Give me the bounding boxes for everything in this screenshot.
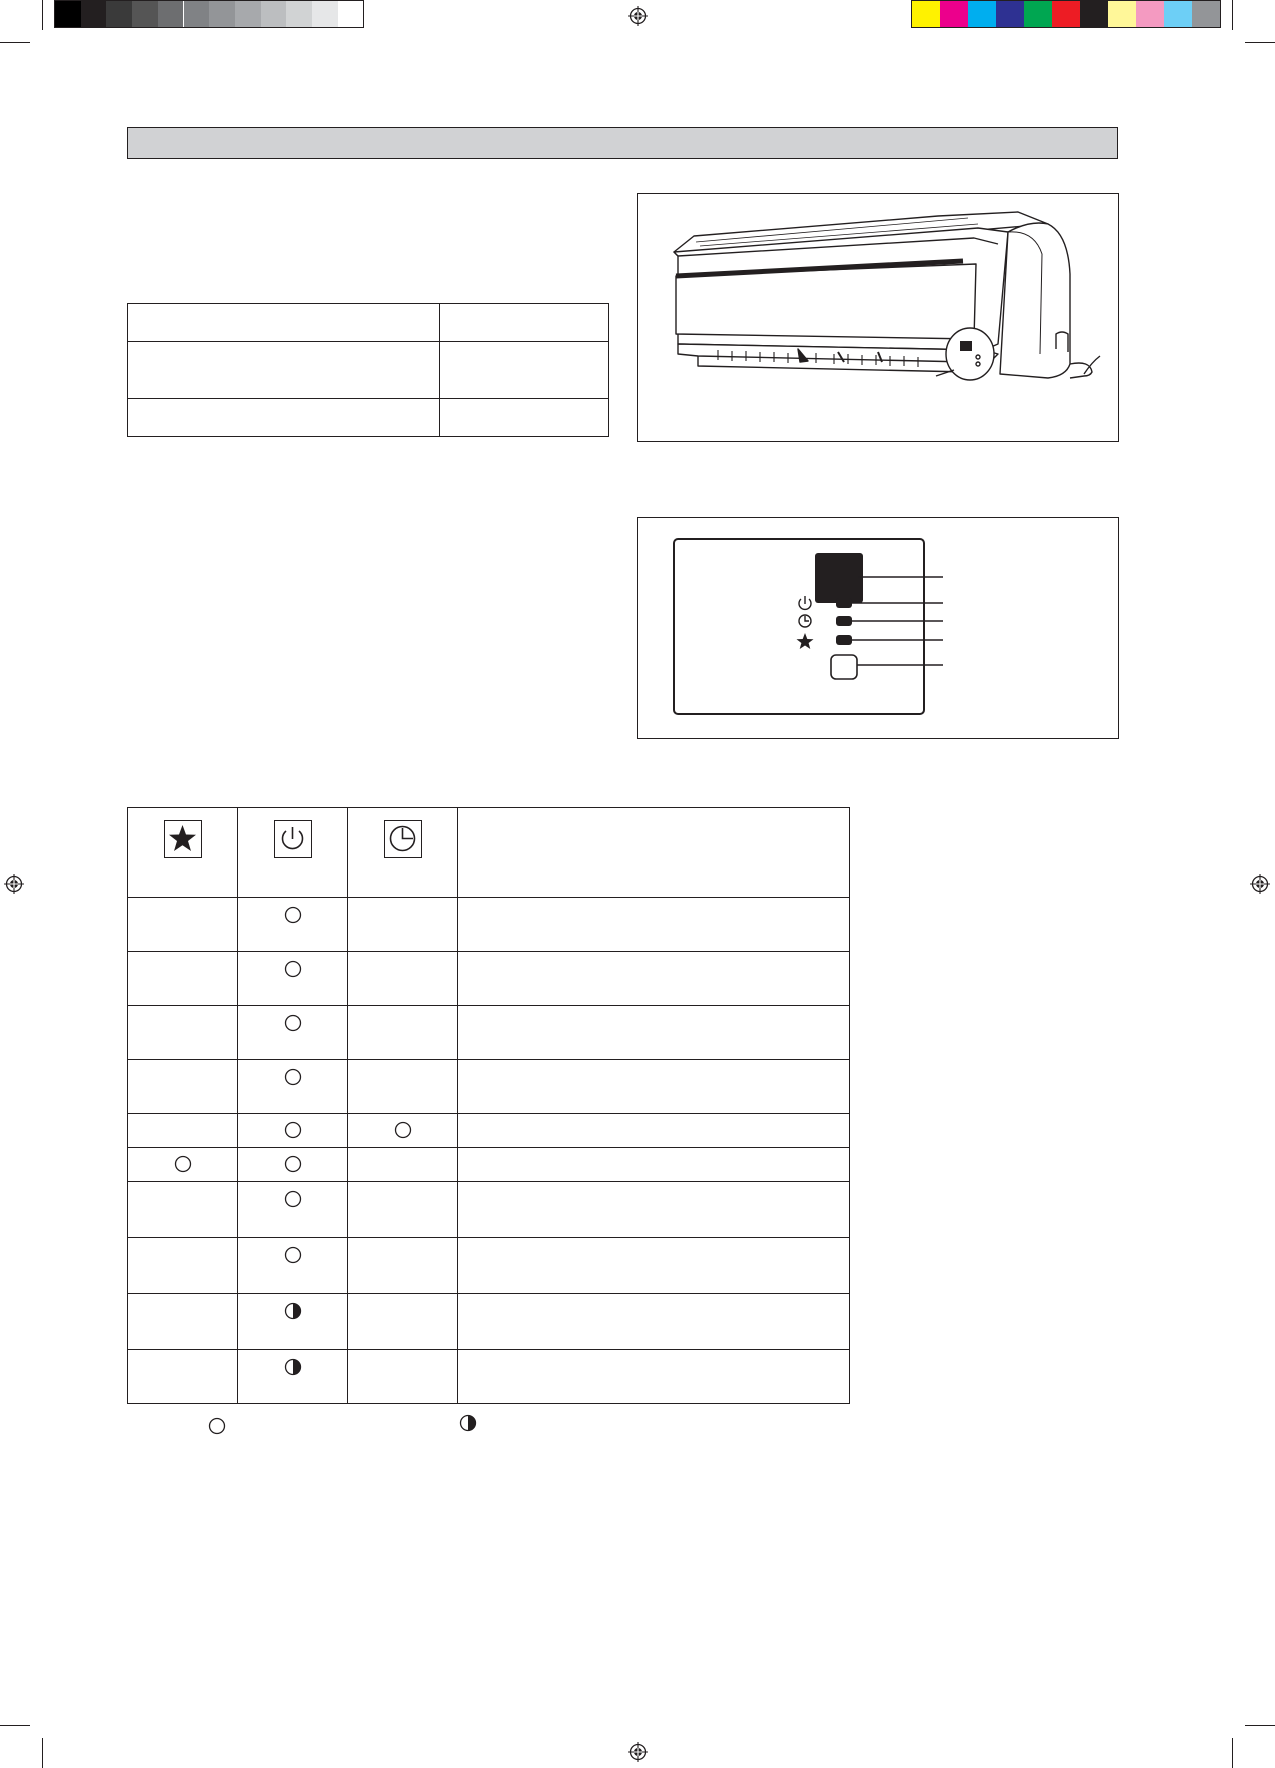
gray-swatch	[235, 1, 261, 27]
cell-power	[238, 1294, 348, 1350]
lit-circle-icon	[208, 1417, 226, 1435]
star-icon	[164, 820, 202, 858]
table-row	[128, 1350, 850, 1404]
cell-timer	[348, 1148, 458, 1182]
cell-power	[238, 1006, 348, 1060]
cell-description	[458, 1350, 850, 1404]
cell-star	[128, 1114, 238, 1148]
gray-swatch	[158, 1, 184, 27]
section-header-bar	[127, 127, 1118, 159]
crop-mark	[0, 42, 30, 43]
crop-mark	[0, 1725, 30, 1726]
cell-timer	[348, 1060, 458, 1114]
cell-power	[238, 1114, 348, 1148]
table-cell	[440, 342, 609, 399]
cell-star	[128, 952, 238, 1006]
table-row	[128, 1238, 850, 1294]
cell-power	[238, 1238, 348, 1294]
table-row	[128, 1182, 850, 1238]
cell-description	[458, 952, 850, 1006]
table-row	[128, 952, 850, 1006]
color-swatch	[1024, 1, 1052, 27]
color-swatch	[1108, 1, 1136, 27]
header-cell-power	[238, 808, 348, 898]
lit-circle-icon	[394, 1121, 412, 1139]
gray-swatch	[106, 1, 132, 27]
cell-timer	[348, 952, 458, 1006]
cell-star	[128, 1238, 238, 1294]
table-row	[128, 342, 609, 399]
table-row	[128, 304, 609, 342]
table-header-row	[128, 808, 850, 898]
cell-timer	[348, 1238, 458, 1294]
cell-description	[458, 898, 850, 952]
table-row	[128, 898, 850, 952]
lit-circle-icon	[284, 1155, 302, 1173]
cell-timer	[348, 1294, 458, 1350]
registration-target-icon	[628, 6, 648, 26]
color-swatch	[1192, 1, 1220, 27]
table-row	[128, 399, 609, 437]
table-row	[128, 1060, 850, 1114]
registration-target-icon	[1250, 874, 1270, 894]
cell-power	[238, 1182, 348, 1238]
registration-target-icon	[628, 1742, 648, 1762]
crop-mark	[42, 0, 43, 30]
cell-description	[458, 1182, 850, 1238]
lit-circle-icon	[284, 1014, 302, 1032]
cell-description	[458, 1148, 850, 1182]
timer-icon	[384, 820, 422, 858]
cell-timer	[348, 898, 458, 952]
crop-mark	[1245, 42, 1275, 43]
power-icon	[274, 820, 312, 858]
cell-star	[128, 1148, 238, 1182]
blinking-half-circle-icon	[284, 1302, 302, 1320]
table-cell	[128, 304, 440, 342]
color-swatch	[1136, 1, 1164, 27]
lit-circle-icon	[174, 1155, 192, 1173]
indicator-table	[127, 807, 850, 1404]
table-row	[128, 1114, 850, 1148]
table-cell	[128, 342, 440, 399]
cell-power	[238, 1060, 348, 1114]
display-panel-diagram	[638, 518, 1118, 738]
table-cell	[440, 304, 609, 342]
table-row	[128, 1294, 850, 1350]
cell-star	[128, 898, 238, 952]
cell-power	[238, 1148, 348, 1182]
cell-description	[458, 1006, 850, 1060]
gray-swatch	[338, 1, 364, 27]
color-swatch	[1164, 1, 1192, 27]
blinking-half-circle-icon	[459, 1414, 477, 1432]
registration-target-icon	[4, 874, 24, 894]
indoor-unit-figure	[637, 193, 1119, 442]
header-cell-timer	[348, 808, 458, 898]
cell-description	[458, 1294, 850, 1350]
crop-mark	[1232, 0, 1233, 30]
gray-swatch	[312, 1, 338, 27]
gray-swatch	[55, 1, 81, 27]
cell-power	[238, 898, 348, 952]
color-swatch	[1052, 1, 1080, 27]
lit-circle-icon	[284, 1190, 302, 1208]
cell-timer	[348, 1350, 458, 1404]
lit-circle-icon	[284, 960, 302, 978]
gray-swatch	[132, 1, 158, 27]
color-swatch	[1080, 1, 1108, 27]
gray-swatch	[286, 1, 312, 27]
gray-swatch	[209, 1, 235, 27]
cell-star	[128, 1294, 238, 1350]
cell-power	[238, 952, 348, 1006]
gray-swatch	[184, 1, 210, 27]
blinking-half-circle-icon	[284, 1358, 302, 1376]
table-cell	[128, 399, 440, 437]
color-swatch	[912, 1, 940, 27]
cell-description	[458, 1238, 850, 1294]
header-cell-description	[458, 808, 850, 898]
cell-description	[458, 1060, 850, 1114]
table-row	[128, 1148, 850, 1182]
gray-swatch	[81, 1, 107, 27]
air-conditioner-illustration	[638, 194, 1118, 441]
color-swatch	[940, 1, 968, 27]
cell-star	[128, 1350, 238, 1404]
display-panel-figure	[637, 517, 1119, 739]
cell-description	[458, 1114, 850, 1148]
cell-power	[238, 1350, 348, 1404]
cell-star	[128, 1182, 238, 1238]
cell-timer	[348, 1006, 458, 1060]
lit-circle-icon	[284, 906, 302, 924]
table-row	[128, 1006, 850, 1060]
crop-mark	[42, 1738, 43, 1768]
lit-circle-icon	[284, 1246, 302, 1264]
table-cell	[440, 399, 609, 437]
color-swatch	[968, 1, 996, 27]
crop-mark	[1232, 1738, 1233, 1768]
header-cell-star	[128, 808, 238, 898]
color-swatch	[996, 1, 1024, 27]
cell-timer	[348, 1182, 458, 1238]
cell-timer	[348, 1114, 458, 1148]
cell-star	[128, 1006, 238, 1060]
crop-mark	[1245, 1725, 1275, 1726]
spec-table	[127, 303, 609, 437]
lit-circle-icon	[284, 1068, 302, 1086]
lit-circle-icon	[284, 1121, 302, 1139]
cell-star	[128, 1060, 238, 1114]
gray-swatch	[261, 1, 287, 27]
